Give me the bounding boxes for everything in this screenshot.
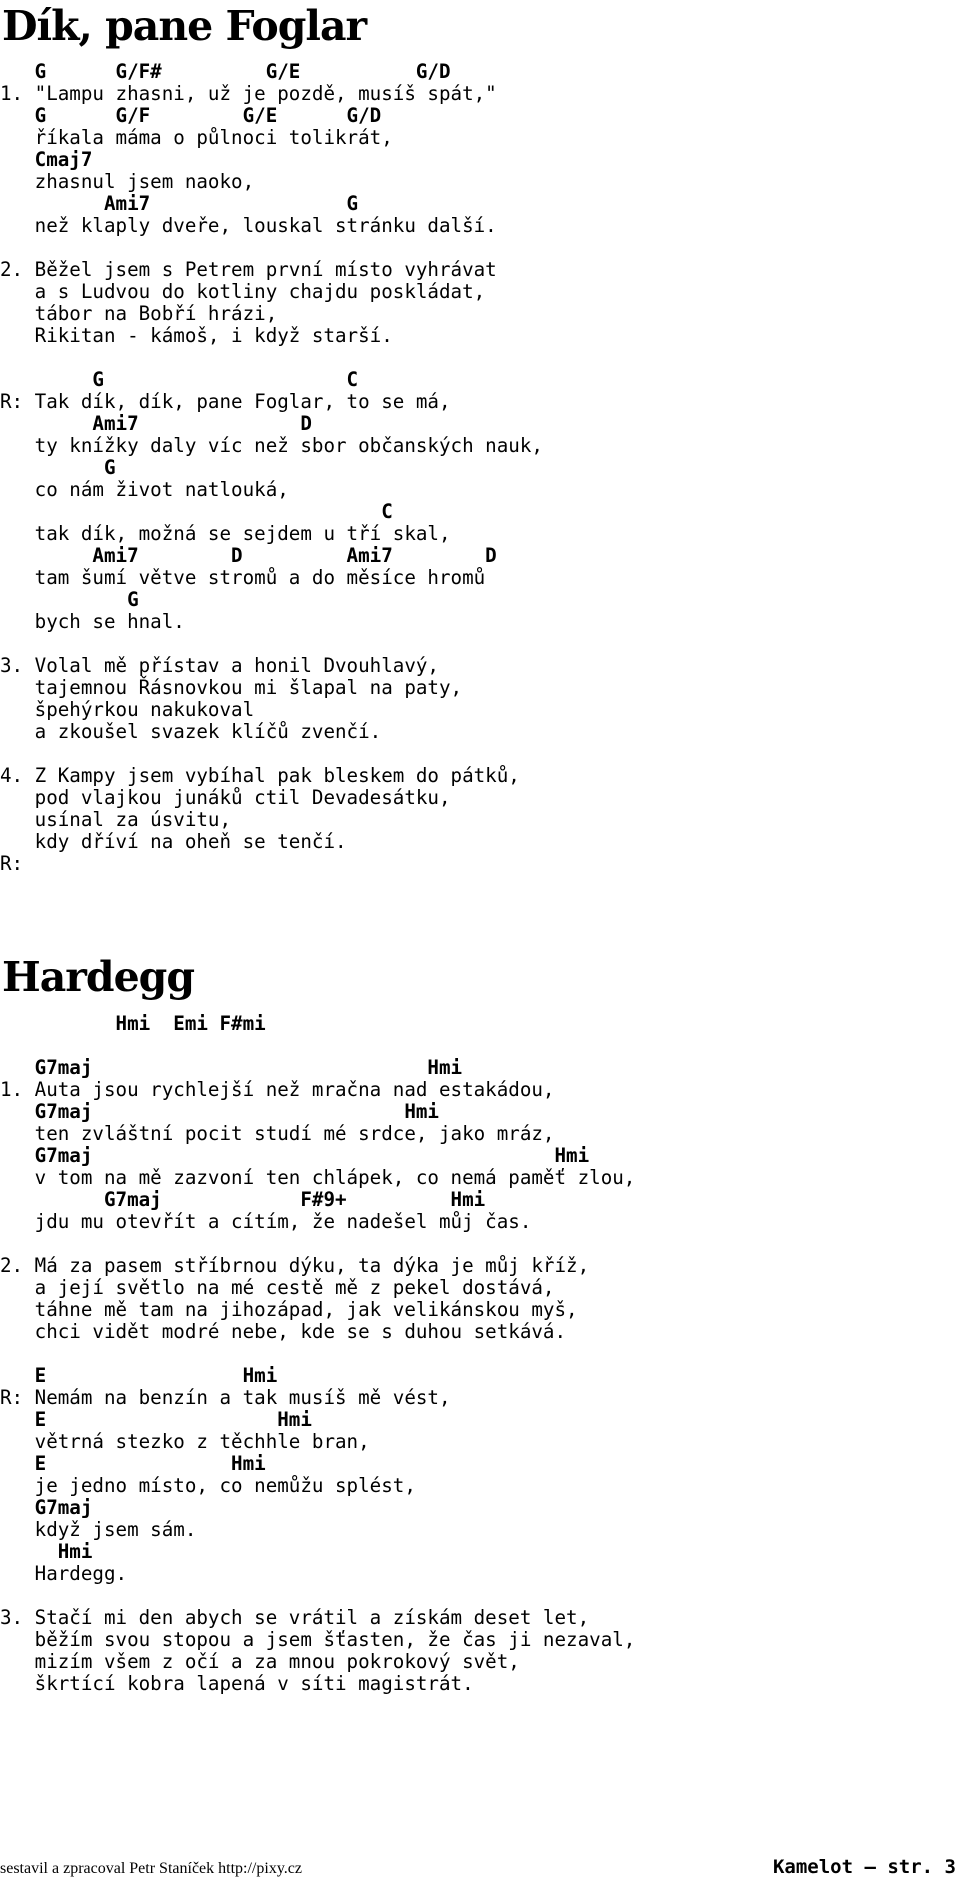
chord-line: G7maj	[0, 1496, 93, 1519]
song-title-1: Dík, pane Foglar	[2, 2, 367, 50]
lyric-line: mizím všem z očí a za mnou pokrokový svět,	[0, 1650, 520, 1673]
blank-line	[0, 1035, 635, 1057]
lyric-line: říkala máma o půlnoci tolikrát,	[0, 126, 393, 149]
lyric-line: a s Ludvou do kotliny chajdu poskládat,	[0, 280, 486, 303]
chord-line: C	[0, 500, 393, 523]
blank-line	[0, 237, 543, 259]
lyric-line: škrtící kobra lapená v síti magistrát.	[0, 1672, 474, 1695]
chord-line: Ami7 D Ami7 D	[0, 544, 497, 567]
chord-line: G7maj Hmi	[0, 1100, 439, 1123]
chord-line: G G/F# G/E G/D	[0, 60, 451, 83]
lyric-line: větrná stezko z těchhle bran,	[0, 1430, 370, 1453]
lyric-line: tajemnou Řásnovkou mi šlapal na paty,	[0, 676, 463, 699]
chord-line: E Hmi	[0, 1364, 278, 1387]
chord-line: G7maj Hmi	[0, 1144, 590, 1167]
lyric-line: 1. Auta jsou rychlejší než mračna nad estakádou,	[0, 1078, 555, 1101]
lyric-line: a její světlo na mé cestě mě z pekel dostává,	[0, 1276, 555, 1299]
lyric-line: ty knížky daly víc než sbor občanských nauk,	[0, 434, 543, 457]
lyric-line: když jsem sám.	[0, 1518, 197, 1541]
blank-line	[0, 347, 543, 369]
footer-page-number: Kamelot — str. 3	[772, 1856, 956, 1878]
lyric-line: špehýrkou nakukoval	[0, 698, 255, 721]
lyric-line: Hardegg.	[0, 1562, 128, 1585]
lyric-line: 3. Stačí mi den abych se vrátil a získám deset let,	[0, 1606, 590, 1629]
lyric-line: co nám život natlouká,	[0, 478, 289, 501]
song-title-2: Hardegg	[2, 953, 194, 1001]
chord-line: G G/F G/E G/D	[0, 104, 382, 127]
lyric-line: zhasnul jsem naoko,	[0, 170, 255, 193]
lyric-line: R: Tak dík, dík, pane Foglar, to se má,	[0, 390, 451, 413]
lyric-line: 3. Volal mě přístav a honil Dvouhlavý,	[0, 654, 439, 677]
blank-line	[0, 633, 543, 655]
lyric-line: než klaply dveře, louskal stránku další.	[0, 214, 497, 237]
chord-line: G C	[0, 368, 359, 391]
lyric-line: a zkoušel svazek klíčů zvenčí.	[0, 720, 382, 743]
lyric-line: běžím svou stopou a jsem šťasten, že čas ji nezaval,	[0, 1628, 636, 1651]
lyric-line: usínal za úsvitu,	[0, 808, 232, 831]
chord-line: Ami7 G	[0, 192, 359, 215]
chord-line: G	[0, 588, 139, 611]
lyric-line: tam šumí větve stromů a do měsíce hromů	[0, 566, 486, 589]
lyric-line: jdu mu otevřít a cítím, že nadešel můj čas.	[0, 1210, 532, 1233]
lyric-line: R:	[0, 852, 24, 875]
lyric-line: tak dík, možná se sejdem u tří skal,	[0, 522, 451, 545]
lyric-line: 2. Má za pasem stříbrnou dýku, ta dýka je můj kříž,	[0, 1254, 590, 1277]
lyric-line: je jedno místo, co nemůžu splést,	[0, 1474, 416, 1497]
lyric-line: R: Nemám na benzín a tak musíš mě vést,	[0, 1386, 451, 1409]
chord-line: Hmi	[0, 1540, 93, 1563]
song-lyrics-2	[0, 1013, 635, 1695]
lyric-line: bych se hnal.	[0, 610, 185, 633]
song-lyrics-1	[0, 61, 543, 875]
footer-credit: sestavil a zpracoval Petr Staníček http://pixy.cz	[0, 1860, 302, 1877]
blank-line	[0, 743, 543, 765]
lyric-line: chci vidět modré nebe, kde se s duhou setkává.	[0, 1320, 567, 1343]
lyric-line: 1. "Lampu zhasni, už je pozdě, musíš spát,"	[0, 82, 497, 105]
chord-line: Hmi Emi F#mi	[0, 1012, 266, 1035]
blank-line	[0, 1343, 635, 1365]
chord-line: G7maj Hmi	[0, 1056, 463, 1079]
lyric-line: 4. Z Kampy jsem vybíhal pak bleskem do pátků,	[0, 764, 520, 787]
blank-line	[0, 1585, 635, 1607]
chord-line: E Hmi	[0, 1408, 312, 1431]
lyric-line: ten zvláštní pocit studí mé srdce, jako mráz,	[0, 1122, 555, 1145]
lyric-line: 2. Běžel jsem s Petrem první místo vyhrávat	[0, 258, 497, 281]
lyric-line: Rikitan - kámoš, i když starší.	[0, 324, 393, 347]
chord-line: Ami7 D	[0, 412, 312, 435]
lyric-line: tábor na Bobří hrázi,	[0, 302, 278, 325]
lyric-line: táhne mě tam na jihozápad, jak velikánskou myš,	[0, 1298, 578, 1321]
lyric-line: kdy dříví na oheň se tenčí.	[0, 830, 347, 853]
chord-line: E Hmi	[0, 1452, 266, 1475]
chord-line: G	[0, 456, 116, 479]
blank-line	[0, 1233, 635, 1255]
chord-line: G7maj F#9+ Hmi	[0, 1188, 486, 1211]
lyric-line: v tom na mě zazvoní ten chlápek, co nemá paměť zlou,	[0, 1166, 636, 1189]
lyric-line: pod vlajkou junáků ctil Devadesátku,	[0, 786, 451, 809]
chord-line: Cmaj7	[0, 148, 93, 171]
